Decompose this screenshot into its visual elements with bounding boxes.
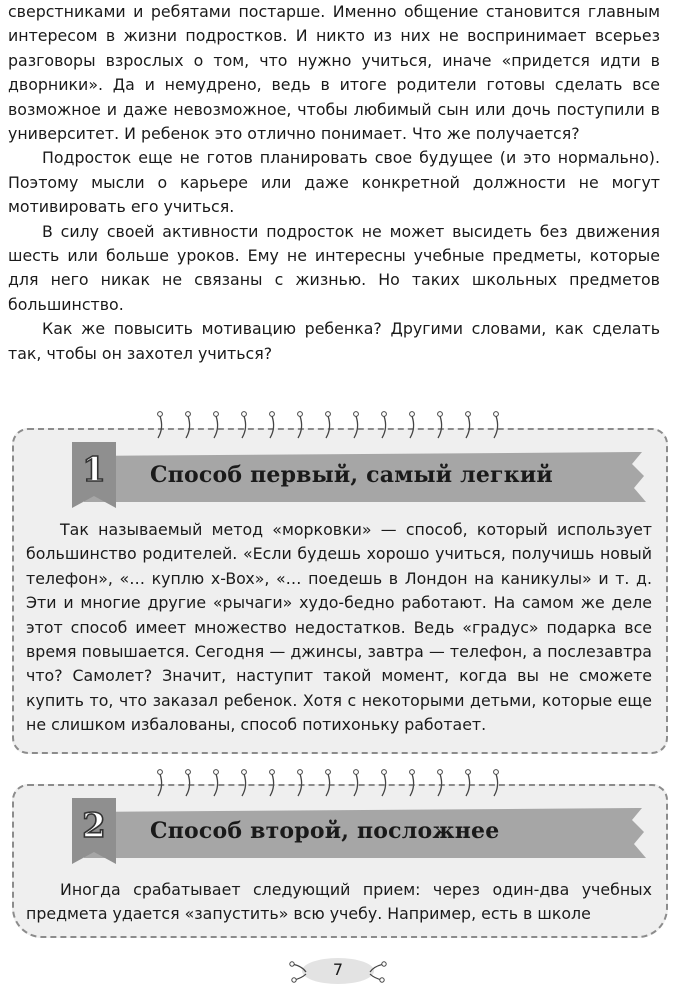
intro-text (8, 0, 660, 366)
section-paragraph: Так называемый метод «морковки» — способ, который использует большинство родителей. «Если будешь хорошо учиться, получишь новый телефон», «… куплю x-Box», «… поедешь в Лондон на каникулы» и т. д. Эти и многие другие «рычаги» худо-бедно работают. На самом же деле этот способ имеет множество недостатков. Ведь «градус» подарка все время повышается. Сегодня — джинсы, завтра — телефон, а послезавтра что? Самолет? Значит, наступит такой момент, когда вы не сможете купить то, что заказал ребенок. Хотя с некоторыми детьми, которые еще не слишком избалованы, способ потихоньку работает. (26, 520, 652, 735)
page-number: 7 (332, 960, 344, 979)
section-heading: Способ первый, самый легкий (150, 462, 553, 488)
stitch-decoration-icon (0, 402, 682, 444)
section-1-text (26, 518, 652, 738)
intro-paragraph: сверстниками и ребятами постарше. Именно общение становится главным интересом в жизни подростков. И никто из них не воспринимает всерьез разговоры взрослых о том, что нужно учиться, иначе «придется идти в дворники». Да и немудрено, ведь в итоге родители готовы сделать все возможное и даже невозможное, чтобы любимый сын или дочь поступили в университет. И ребенок это отлично понимает. Что же получается? (8, 2, 660, 144)
section-paragraph: Иногда срабатывает следующий прием: через один-два учебных предмета удается «запустить» всю учебу. Например, есть в школе (26, 880, 652, 924)
stitch-decoration-icon (0, 760, 682, 802)
section-number-badge (72, 442, 116, 508)
section-number: 2 (82, 806, 106, 846)
section-number-badge (72, 798, 116, 864)
section-number: 1 (82, 450, 106, 490)
section-heading: Способ второй, посложнее (150, 818, 500, 844)
page-number-badge (288, 950, 388, 990)
intro-paragraph: Подросток еще не готов планировать свое будущее (и это нормально). Поэтому мысли о карьере или даже конкретной должности не могут мотивировать его учиться. (8, 148, 660, 217)
intro-paragraph: В силу своей активности подросток не может высидеть без движения шесть или больше уроков. Ему не интересны учебные предметы, которые для него никак не связаны с жизнью. Но таких школьных предметов большинство. (8, 221, 660, 314)
intro-paragraph: Как же повысить мотивацию ребенка? Другими словами, как сделать так, чтобы он захотел учиться? (8, 319, 660, 363)
section-2-text (26, 878, 652, 927)
